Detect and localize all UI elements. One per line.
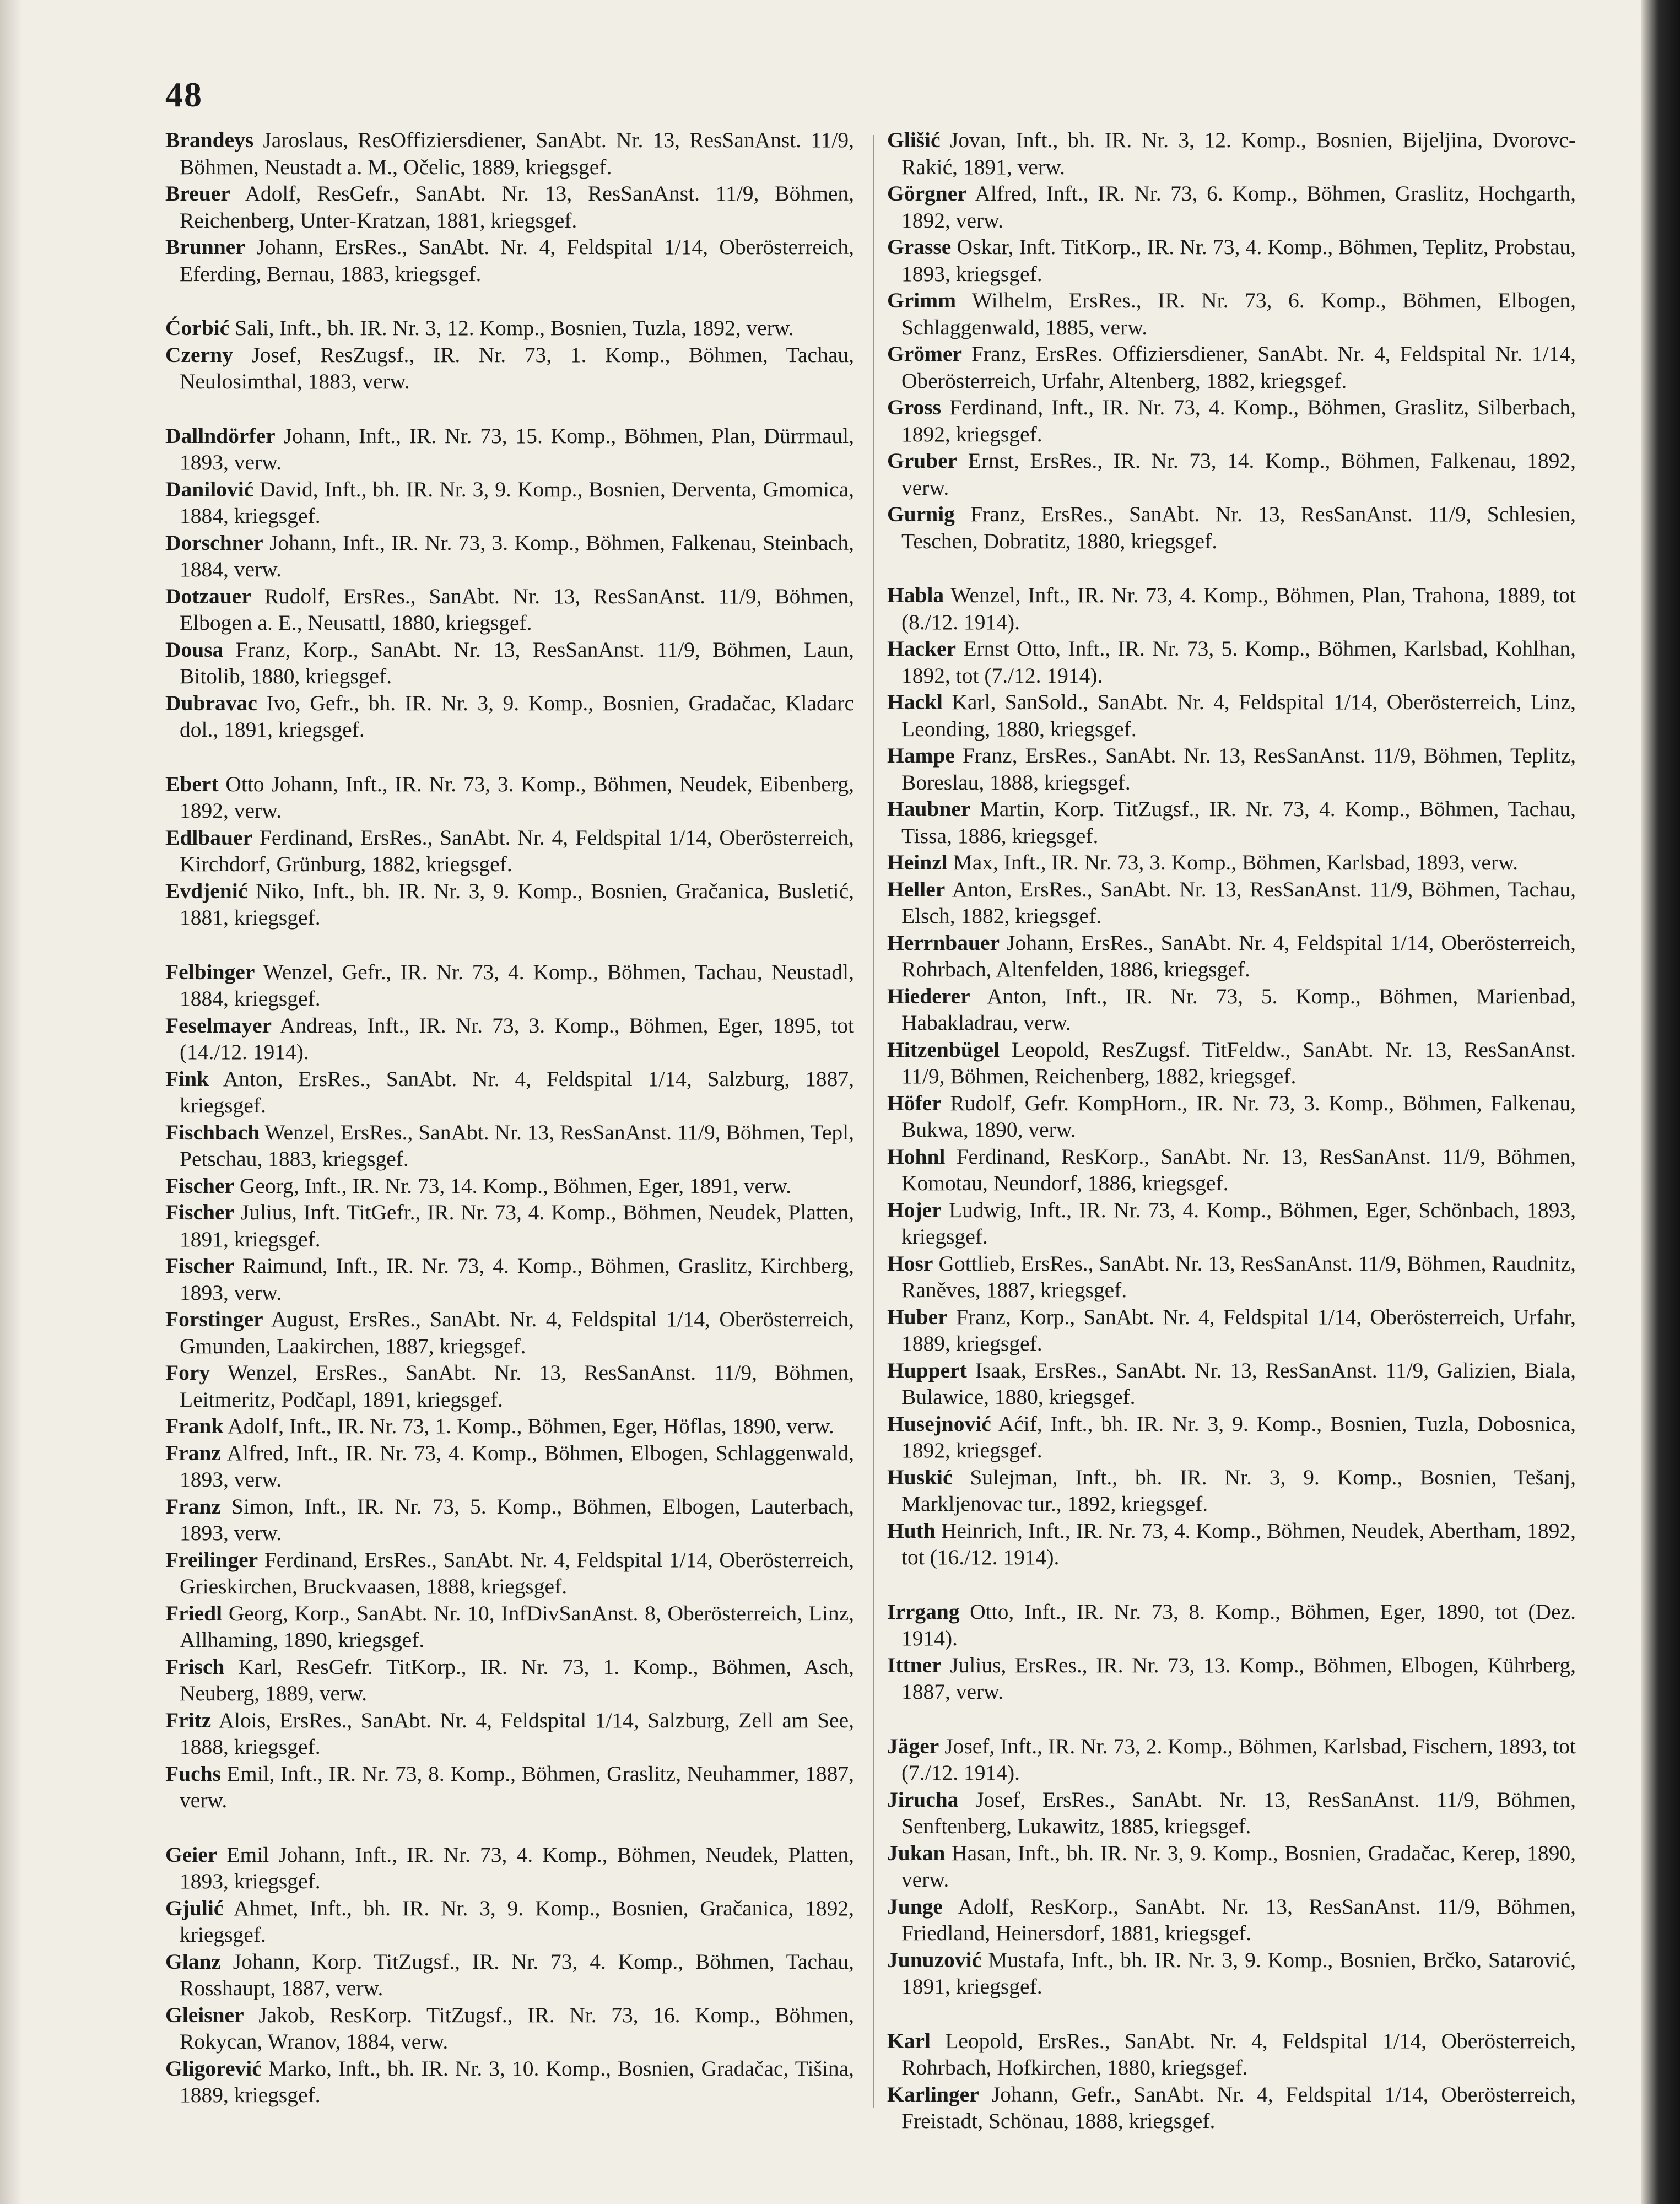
entry-details: Sali, Inft., bh. IR. Nr. 3, 12. Komp., Bosnien, Tuzla, 1892, verw. [229, 316, 794, 340]
register-entry [165, 1066, 854, 1119]
register-entry [887, 501, 1576, 554]
entry-details: Adolf, Inft., IR. Nr. 73, 1. Komp., Böhmen, Eger, Höflas, 1890, verw. [223, 1414, 834, 1438]
entry-details: Johann, ErsRes., SanAbt. Nr. 4, Feldspital 1/14, Oberösterreich, Rohrbach, Altenfelden, 1886, kriegsgef. [901, 930, 1576, 981]
entry-details: Martin, Korp. TitZugsf., IR. Nr. 73, 4. Komp., Böhmen, Tachau, Tissa, 1886, kriegsgef. [901, 797, 1576, 848]
register-entry [887, 1786, 1576, 1840]
entry-surname: Frisch [165, 1654, 225, 1679]
entry-details: Franz, ErsRes., SanAbt. Nr. 13, ResSanAnst. 11/9, Böhmen, Teplitz, Boreslau, 1888, kriegsgef. [901, 743, 1576, 795]
register-entry [165, 1413, 854, 1440]
entry-surname: Huskić [887, 1465, 953, 1489]
entry-details: Josef, Inft., IR. Nr. 73, 2. Komp., Böhmen, Karlsbad, Fischern, 1893, tot (7./12. 1914). [901, 1733, 1576, 1785]
entry-details: Ernst, ErsRes., IR. Nr. 73, 14. Komp., Böhmen, Falkenau, 1892, verw. [901, 449, 1576, 500]
entry-surname: Franz [165, 1440, 221, 1465]
entry-details: Aćif, Inft., bh. IR. Nr. 3, 9. Komp., Bosnien, Tuzla, Dobosnica, 1892, kriegsgef. [901, 1411, 1576, 1462]
entry-surname: Grimm [887, 288, 957, 312]
entry-details: Franz, Korp., SanAbt. Nr. 4, Feldspital 1/14, Oberösterreich, Urfahr, 1889, kriegsgef. [901, 1304, 1576, 1355]
entry-details: Niko, Inft., bh. IR. Nr. 3, 9. Komp., Bosnien, Gračanica, Busletić, 1881, kriegsgef. [180, 878, 854, 930]
entry-details: Otto, Inft., IR. Nr. 73, 8. Komp., Böhmen, Eger, 1890, tot (Dez. 1914). [901, 1599, 1576, 1650]
entry-details: Anton, ErsRes., SanAbt. Nr. 4, Feldspital 1/14, Salzburg, 1887, kriegsgef. [180, 1066, 854, 1117]
entry-details: Franz, Korp., SanAbt. Nr. 13, ResSanAnst. 11/9, Böhmen, Laun, Bitolib, 1880, kriegsgef. [180, 637, 854, 688]
entry-details: Ferdinand, ResKorp., SanAbt. Nr. 13, ResSanAnst. 11/9, Böhmen, Komotau, Neundorf, 1886, kriegsgef. [901, 1144, 1576, 1195]
entry-surname: Habla [887, 583, 944, 607]
register-entry [165, 1359, 854, 1413]
entry-surname: Dotzauer [165, 584, 251, 608]
register-entry [165, 878, 854, 931]
entry-details: Sulejman, Inft., bh. IR. Nr. 3, 9. Komp., Bosnien, Tešanj, Markljenovac tur., 1892, kriegsgef. [901, 1465, 1576, 1516]
register-entry [887, 2028, 1576, 2081]
entry-surname: Gjulić [165, 1895, 224, 1920]
entry-details: David, Inft., bh. IR. Nr. 3, 9. Komp., Bosnien, Derventa, Gmomica, 1884, kriegsgef. [180, 477, 854, 528]
entry-surname: Heller [887, 877, 946, 901]
entry-surname: Breuer [165, 181, 230, 206]
entry-details: Anton, Inft., IR. Nr. 73, 5. Komp., Böhmen, Marienbad, Habakladrau, verw. [901, 984, 1576, 1035]
entry-details: Emil Johann, Inft., IR. Nr. 73, 4. Komp., Böhmen, Neudek, Platten, 1893, kriegsgef. [180, 1842, 854, 1893]
entry-details: Ferdinand, Inft., IR. Nr. 73, 4. Komp., Böhmen, Graslitz, Silberbach, 1892, kriegsgef. [901, 395, 1576, 446]
entry-surname: Hojer [887, 1197, 942, 1222]
entry-surname: Glanz [165, 1949, 221, 1974]
entry-surname: Fink [165, 1066, 209, 1091]
register-entry [887, 1652, 1576, 1705]
entry-details: Karl, SanSold., SanAbt. Nr. 4, Feldspital 1/14, Oberösterreich, Linz, Leonding, 1880, kriegsgef. [901, 690, 1576, 741]
entry-surname: Ćorbić [165, 316, 230, 340]
entry-details: Johann, Korp. TitZugsf., IR. Nr. 73, 4. Komp., Böhmen, Tachau, Rosshaupt, 1887, verw. [180, 1949, 854, 2000]
entry-surname: Feselmayer [165, 1013, 272, 1038]
register-entry [887, 1947, 1576, 2000]
entry-details: Adolf, ResGefr., SanAbt. Nr. 13, ResSanAnst. 11/9, Böhmen, Reichenberg, Unter-Kratzan, 1881, kriegsgef. [180, 181, 854, 233]
entry-details: Ahmet, Inft., bh. IR. Nr. 3, 9. Komp., Bosnien, Gračanica, 1892, kriegsgef. [180, 1895, 854, 1947]
entry-details: Max, Inft., IR. Nr. 73, 3. Komp., Böhmen, Karlsbad, 1893, verw. [947, 850, 1518, 874]
entry-details: Wenzel, Inft., IR. Nr. 73, 4. Komp., Böhmen, Plan, Trahona, 1889, tot (8./12. 1914). [901, 583, 1576, 634]
register-entry [165, 771, 854, 824]
entry-surname: Junge [887, 1894, 943, 1919]
entry-details: Julius, ErsRes., IR. Nr. 73, 13. Komp., Böhmen, Elbogen, Kührberg, 1887, verw. [901, 1652, 1576, 1704]
entry-details: Julius, Inft. TitGefr., IR. Nr. 73, 4. Komp., Böhmen, Neudek, Platten, 1891, kriegsgef. [180, 1200, 854, 1251]
entry-details: Jaroslaus, ResOffiziersdiener, SanAbt. Nr. 13, ResSanAnst. 11/9, Böhmen, Neustadt a. M., Očelic, 1889, kriegsgef. [180, 128, 854, 179]
entry-surname: Czerny [165, 342, 233, 367]
register-entry [165, 127, 854, 180]
entry-surname: Junuzović [887, 1947, 982, 1972]
entry-details: Raimund, Inft., IR. Nr. 73, 4. Komp., Böhmen, Graslitz, Kirchberg, 1893, verw. [180, 1254, 854, 1305]
entry-surname: Fuchs [165, 1761, 221, 1786]
entry-surname: Jirucha [887, 1787, 959, 1812]
entry-details: Wilhelm, ErsRes., IR. Nr. 73, 6. Komp., Böhmen, Elbogen, Schlaggenwald, 1885, verw. [901, 288, 1576, 339]
entry-details: Leopold, ErsRes., SanAbt. Nr. 4, Feldspital 1/14, Oberösterreich, Rohrbach, Hofkirchen, 1880, kriegsgef. [901, 2028, 1576, 2079]
entry-surname: Karl [887, 2028, 931, 2053]
entry-surname: Gruber [887, 449, 958, 473]
entry-details: Ivo, Gefr., bh. IR. Nr. 3, 9. Komp., Bosnien, Gradačac, Kladarc dol., 1891, kriegsgef. [180, 690, 854, 742]
register-entry [887, 1464, 1576, 1517]
register-entry [887, 1357, 1576, 1411]
entry-details: Jovan, Inft., bh. IR. Nr. 3, 12. Komp., Bosnien, Bijeljina, Dvorovc-Rakić, 1891, verw. [901, 128, 1576, 179]
right-column [887, 127, 1576, 2135]
page-edge-right [1641, 0, 1680, 2204]
register-entry [165, 1600, 854, 1654]
entry-surname: Ebert [165, 771, 219, 796]
entry-surname: Huth [887, 1518, 936, 1543]
register-entry [887, 1304, 1576, 1357]
register-entry [887, 1197, 1576, 1250]
register-entry [887, 582, 1576, 635]
entry-surname: Fischer [165, 1173, 235, 1198]
entry-surname: Grömer [887, 342, 962, 366]
register-entry [887, 930, 1576, 983]
register-entry [887, 635, 1576, 689]
register-entry [887, 1517, 1576, 1571]
entry-surname: Geier [165, 1842, 218, 1867]
entry-surname: Dubravac [165, 690, 257, 715]
entry-details: Wenzel, Gefr., IR. Nr. 73, 4. Komp., Böhmen, Tachau, Neustadl, 1884, kriegsgef. [180, 959, 854, 1011]
entry-surname: Hacker [887, 636, 957, 661]
register-entry [887, 1598, 1576, 1652]
entry-details: Georg, Inft., IR. Nr. 73, 14. Komp., Böhmen, Eger, 1891, verw. [234, 1173, 792, 1198]
entry-surname: Dorschner [165, 530, 263, 555]
entry-surname: Felbinger [165, 959, 255, 984]
register-entry [887, 447, 1576, 501]
entry-surname: Karlinger [887, 2082, 979, 2106]
entry-details: Oskar, Inft. TitKorp., IR. Nr. 73, 4. Komp., Böhmen, Teplitz, Probstau, 1893, kriegsgef. [901, 235, 1576, 286]
entry-surname: Frank [165, 1414, 224, 1438]
entry-details: Alfred, Inft., IR. Nr. 73, 4. Komp., Böhmen, Elbogen, Schlaggenwald, 1893, verw. [180, 1440, 854, 1492]
column-divider [873, 135, 874, 2108]
entry-details: Emil, Inft., IR. Nr. 73, 8. Komp., Böhmen, Graslitz, Neuhammer, 1887, verw. [180, 1761, 854, 1812]
entry-surname: Glišić [887, 128, 941, 152]
entry-details: Rudolf, ErsRes., SanAbt. Nr. 13, ResSanAnst. 11/9, Böhmen, Elbogen a. E., Neusattl, 1880, kriegsgef. [180, 584, 854, 635]
entry-surname: Haubner [887, 797, 971, 821]
entry-surname: Freilinger [165, 1547, 258, 1572]
entry-surname: Husejnović [887, 1411, 991, 1436]
entry-details: Georg, Korp., SanAbt. Nr. 10, InfDivSanAnst. 8, Oberösterreich, Linz, Allhaming, 1890, kriegsgef. [180, 1601, 854, 1652]
register-entry [165, 1654, 854, 1707]
register-entry [165, 1895, 854, 1948]
page-number: 48 [165, 75, 203, 114]
entry-details: Wenzel, ErsRes., SanAbt. Nr. 13, ResSanAnst. 11/9, Böhmen, Tepl, Petschau, 1883, kriegsgef. [180, 1120, 854, 1171]
register-entry [165, 1199, 854, 1252]
entry-surname: Brandeys [165, 128, 254, 152]
register-entry [887, 287, 1576, 341]
entry-surname: Fischbach [165, 1120, 260, 1144]
register-entry [165, 1252, 854, 1306]
entry-details: Hasan, Inft., bh. IR. Nr. 3, 9. Komp., Bosnien, Gradačac, Kerep, 1890, verw. [901, 1840, 1576, 1892]
register-entry [887, 394, 1576, 447]
entry-details: Johann, Gefr., SanAbt. Nr. 4, Feldspital 1/14, Oberösterreich, Freistadt, Schönau, 1888, kriegsgef. [901, 2082, 1576, 2133]
register-entry [887, 876, 1576, 930]
register-entry [165, 2002, 854, 2055]
register-entry [887, 2081, 1576, 2135]
entry-surname: Huppert [887, 1358, 967, 1382]
entry-surname: Gleisner [165, 2002, 244, 2027]
entry-surname: Franz [165, 1494, 221, 1519]
entry-surname: Evdjenić [165, 878, 248, 903]
register-entry [887, 849, 1576, 876]
register-entry [887, 983, 1576, 1036]
entry-surname: Jukan [887, 1840, 946, 1865]
register-entry [165, 636, 854, 690]
entry-surname: Fory [165, 1360, 210, 1385]
entry-surname: Herrnbauer [887, 930, 1000, 955]
register-entry [887, 127, 1576, 180]
entry-surname: Hohnl [887, 1144, 946, 1169]
entry-surname: Hitzenbügel [887, 1037, 1000, 1062]
entry-surname: Jäger [887, 1733, 939, 1758]
entry-surname: Hampe [887, 743, 955, 768]
entry-surname: Hiederer [887, 984, 970, 1008]
register-entry [165, 476, 854, 530]
register-entry [165, 1760, 854, 1814]
entry-details: Mustafa, Inft., bh. IR. Nr. 3, 9. Komp., Bosnien, Brčko, Satarović, 1891, kriegsgef. [901, 1947, 1576, 1998]
register-entry [165, 423, 854, 476]
entry-surname: Hosr [887, 1251, 933, 1276]
entry-surname: Irrgang [887, 1599, 960, 1624]
entry-surname: Höfer [887, 1090, 942, 1115]
entry-details: Ferdinand, ErsRes., SanAbt. Nr. 4, Feldspital 1/14, Oberösterreich, Grieskirchen, Bruckvaasen, 1888, kriegsgef. [180, 1547, 854, 1598]
entry-surname: Görgner [887, 181, 967, 206]
entry-surname: Dousa [165, 637, 224, 662]
register-entry [165, 1440, 854, 1493]
register-entry [165, 180, 854, 234]
register-entry [165, 824, 854, 878]
entry-surname: Brunner [165, 235, 245, 259]
entry-surname: Grasse [887, 235, 952, 259]
entry-surname: Forstinger [165, 1307, 263, 1331]
register-entry [165, 1547, 854, 1600]
entry-details: Simon, Inft., IR. Nr. 73, 5. Komp., Böhmen, Elbogen, Lauterbach, 1893, verw. [180, 1494, 854, 1545]
entry-details: Josef, ErsRes., SanAbt. Nr. 13, ResSanAnst. 11/9, Böhmen, Senftenberg, Lukawitz, 1885, kriegsgef. [901, 1787, 1576, 1838]
register-entry [887, 742, 1576, 796]
entry-surname: Edlbauer [165, 825, 253, 850]
register-entry [165, 2055, 854, 2109]
entry-details: Ernst Otto, Inft., IR. Nr. 73, 5. Komp., Böhmen, Karlsbad, Kohlhan, 1892, tot (7./12. 1914). [901, 636, 1576, 688]
entry-details: August, ErsRes., SanAbt. Nr. 4, Feldspital 1/14, Oberösterreich, Gmunden, Laakirchen, 1887, kriegsgef. [180, 1307, 854, 1358]
entry-surname: Danilović [165, 477, 254, 501]
register-entry [165, 1707, 854, 1760]
register-entry [887, 689, 1576, 742]
register-entry [887, 1733, 1576, 1786]
entry-surname: Huber [887, 1304, 948, 1329]
entry-surname: Fischer [165, 1254, 235, 1278]
entry-surname: Gurnig [887, 502, 955, 526]
entry-details: Rudolf, Gefr. KompHorn., IR. Nr. 73, 3. Komp., Böhmen, Falkenau, Bukwa, 1890, verw. [901, 1090, 1576, 1142]
entry-details: Johann, ErsRes., SanAbt. Nr. 4, Feldspital 1/14, Oberösterreich, Eferding, Bernau, 1883, kriegsgef. [180, 235, 854, 286]
entry-details: Franz, ErsRes., SanAbt. Nr. 13, ResSanAnst. 11/9, Schlesien, Teschen, Dobratitz, 1880, kriegsgef. [901, 502, 1576, 553]
register-entry [165, 315, 854, 342]
register-entry [165, 342, 854, 395]
entry-details: Johann, Inft., IR. Nr. 73, 15. Komp., Böhmen, Plan, Dürrmaul, 1893, verw. [180, 423, 854, 474]
entry-surname: Gligorević [165, 2056, 262, 2081]
entry-details: Ferdinand, ErsRes., SanAbt. Nr. 4, Feldspital 1/14, Oberösterreich, Kirchdorf, Grünburg, 1882, kriegsgef. [180, 825, 854, 876]
entry-details: Adolf, ResKorp., SanAbt. Nr. 13, ResSanAnst. 11/9, Böhmen, Friedland, Heinersdorf, 1881, kriegsgef. [901, 1894, 1576, 1945]
register-entry [165, 1493, 854, 1547]
entry-surname: Fritz [165, 1708, 212, 1732]
entry-details: Johann, Inft., IR. Nr. 73, 3. Komp., Böhmen, Falkenau, Steinbach, 1884, verw. [180, 530, 854, 581]
register-entry [165, 1173, 854, 1200]
entry-details: Anton, ErsRes., SanAbt. Nr. 13, ResSanAnst. 11/9, Böhmen, Tachau, Elsch, 1882, kriegsgef. [901, 877, 1576, 928]
page-edge-left [0, 0, 22, 2204]
register-entry [887, 180, 1576, 234]
entry-surname: Fischer [165, 1200, 235, 1224]
register-entry [887, 1090, 1576, 1143]
left-column [165, 127, 854, 2109]
entry-details: Josef, ResZugsf., IR. Nr. 73, 1. Komp., Böhmen, Tachau, Neulosimthal, 1883, verw. [180, 342, 854, 393]
register-entry [165, 530, 854, 583]
entry-details: Isaak, ErsRes., SanAbt. Nr. 13, ResSanAnst. 11/9, Galizien, Biala, Bulawice, 1880, kriegsgef. [901, 1358, 1576, 1409]
register-entry [887, 796, 1576, 849]
entry-surname: Dallndörfer [165, 423, 276, 448]
entry-surname: Heinzl [887, 850, 948, 874]
register-entry [887, 1250, 1576, 1304]
register-entry [165, 690, 854, 743]
entry-details: Otto Johann, Inft., IR. Nr. 73, 3. Komp., Böhmen, Neudek, Eibenberg, 1892, verw. [180, 771, 854, 823]
register-entry [887, 1893, 1576, 1947]
register-entry [887, 234, 1576, 287]
entry-details: Jakob, ResKorp. TitZugsf., IR. Nr. 73, 16. Komp., Böhmen, Rokycan, Wranov, 1884, verw. [180, 2002, 854, 2054]
register-entry [165, 234, 854, 287]
entry-details: Andreas, Inft., IR. Nr. 73, 3. Komp., Böhmen, Eger, 1895, tot (14./12. 1914). [180, 1013, 854, 1064]
register-entry [165, 1948, 854, 2002]
entry-details: Alfred, Inft., IR. Nr. 73, 6. Komp., Böhmen, Graslitz, Hochgarth, 1892, verw. [901, 181, 1576, 233]
entry-surname: Friedl [165, 1601, 223, 1625]
entry-details: Ludwig, Inft., IR. Nr. 73, 4. Komp., Böhmen, Eger, Schönbach, 1893, kriegsgef. [901, 1197, 1576, 1249]
entry-details: Heinrich, Inft., IR. Nr. 73, 4. Komp., Böhmen, Neudek, Abertham, 1892, tot (16./12. 1914). [901, 1518, 1576, 1569]
register-entry [887, 1036, 1576, 1090]
entry-surname: Gross [887, 395, 942, 419]
register-entry [165, 1012, 854, 1066]
register-entry [887, 1840, 1576, 1893]
register-entry [165, 959, 854, 1012]
register-entry [887, 341, 1576, 394]
entry-details: Wenzel, ErsRes., SanAbt. Nr. 13, ResSanAnst. 11/9, Böhmen, Leitmeritz, Podčapl, 1891, kriegsgef. [180, 1360, 854, 1412]
register-entry [887, 1411, 1576, 1464]
register-entry [887, 1143, 1576, 1197]
entry-surname: Ittner [887, 1652, 942, 1677]
register-entry [165, 1119, 854, 1173]
entry-surname: Hackl [887, 690, 943, 714]
entry-details: Marko, Inft., bh. IR. Nr. 3, 10. Komp., Bosnien, Gradačac, Tišina, 1889, kriegsgef. [180, 2056, 854, 2107]
entry-details: Gottlieb, ErsRes., SanAbt. Nr. 13, ResSanAnst. 11/9, Böhmen, Raudnitz, Raněves, 1887, kriegsgef. [901, 1251, 1576, 1302]
register-entry [165, 583, 854, 636]
register-entry [165, 1306, 854, 1359]
entry-details: Karl, ResGefr. TitKorp., IR. Nr. 73, 1. Komp., Böhmen, Asch, Neuberg, 1889, verw. [180, 1654, 854, 1705]
entry-details: Alois, ErsRes., SanAbt. Nr. 4, Feldspital 1/14, Salzburg, Zell am See, 1888, kriegsgef. [180, 1708, 854, 1759]
entry-details: Franz, ErsRes. Offiziersdiener, SanAbt. Nr. 4, Feldspital Nr. 1/14, Oberösterreich, Urfahr, Altenberg, 1882, kriegsgef. [901, 342, 1576, 393]
entry-details: Leopold, ResZugsf. TitFeldw., SanAbt. Nr. 13, ResSanAnst. 11/9, Böhmen, Reichenberg, 1882, kriegsgef. [901, 1037, 1576, 1088]
register-entry [165, 1841, 854, 1895]
